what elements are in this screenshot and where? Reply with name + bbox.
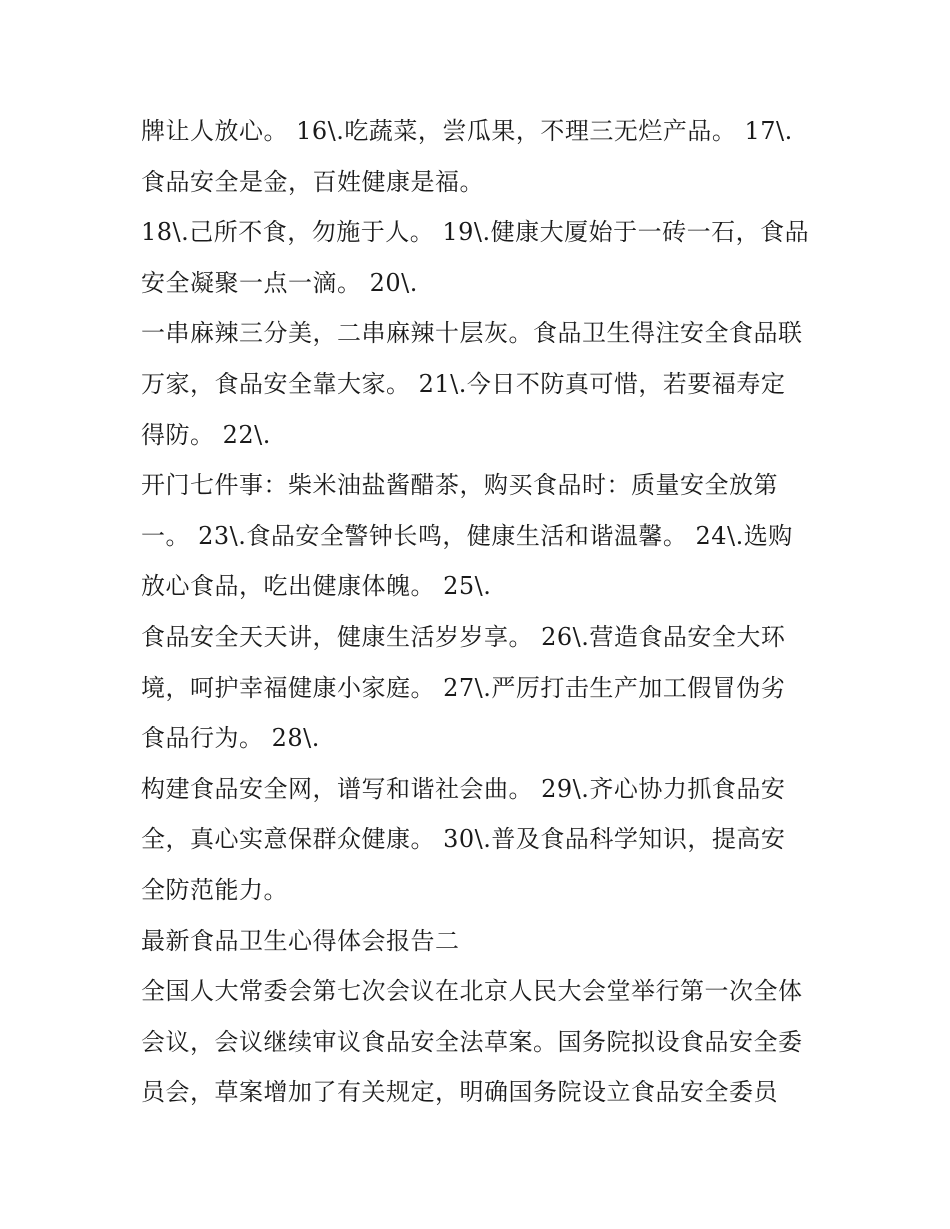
text-line-5: 一串麻辣三分美，二串麻辣十层灰。食品卫生得注安全食品联 xyxy=(141,319,803,348)
text-line-7: 得防。 22\. xyxy=(141,420,271,449)
text-line-4: 安全凝聚一点一滴。 20\. xyxy=(141,268,418,297)
section-heading: 最新食品卫生心得体会报告二 xyxy=(141,926,460,955)
document-text xyxy=(141,106,831,1118)
text-line-11: 食品安全天天讲，健康生活岁岁享。 26\.营造食品安全大环 xyxy=(141,622,786,651)
text-line-16: 全防范能力。 xyxy=(141,875,288,904)
text-line-2: 食品安全是金，百姓健康是福。 xyxy=(141,167,484,196)
text-line-13: 食品行为。 28\. xyxy=(141,724,320,753)
text-line-1: 牌让人放心。 16\.吃蔬菜，尝瓜果，不理三无烂产品。 17\. xyxy=(141,117,793,145)
text-line-6: 万家，食品安全靠大家。 21\.今日不防真可惜，若要福寿定 xyxy=(141,369,786,398)
text-line-8: 开门七件事：柴米油盐酱醋茶，购买食品时：质量安全放第 xyxy=(141,471,778,500)
text-line-14: 构建食品安全网，谱写和谐社会曲。 29\.齐心协力抓食品安 xyxy=(141,774,786,803)
text-line-15: 全，真心实意保群众健康。 30\.普及食品科学知识，提高安 xyxy=(141,825,786,854)
text-line-20: 员会，草案增加了有关规定，明确国务院设立食品安全委员 xyxy=(141,1078,778,1107)
text-line-3: 18\.己所不食，勿施于人。 19\.健康大厦始于一砖一石，食品 xyxy=(141,218,810,247)
text-line-18: 全国人大常委会第七次会议在北京人民大会堂举行第一次全体 xyxy=(141,977,803,1006)
text-line-12: 境，呵护幸福健康小家庭。 27\.严厉打击生产加工假冒伪劣 xyxy=(141,673,786,702)
text-line-10: 放心食品，吃出健康体魄。 25\. xyxy=(141,572,492,601)
text-line-19: 会议，会议继续审议食品安全法草案。国务院拟设食品安全委 xyxy=(141,1027,803,1056)
text-line-9: 一。 23\.食品安全警钟长鸣，健康生活和谐温馨。 24\.选购 xyxy=(141,521,793,550)
